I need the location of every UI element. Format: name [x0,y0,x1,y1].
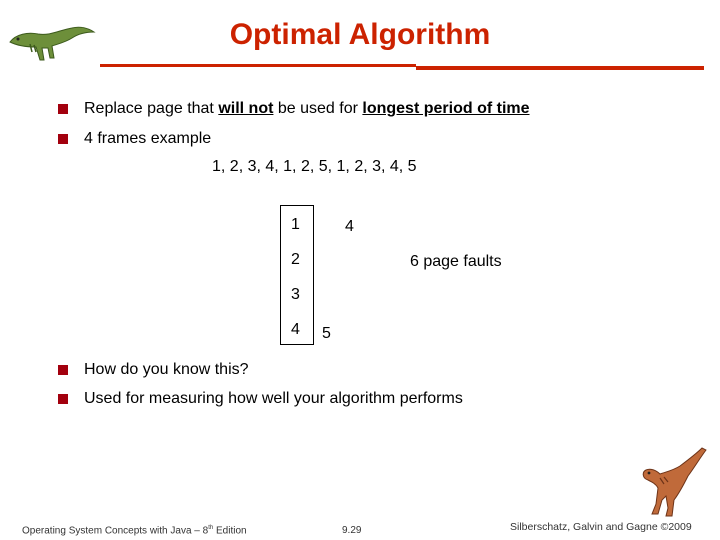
title-rule-right [416,66,704,70]
bullet-text: How do you know this? [84,361,249,378]
bullet-text: Replace page that will not be used for longest period of time [84,100,530,117]
frame-table [280,205,314,345]
bullet-square-icon [58,394,68,404]
footer-authors: Silberschatz, Galvin and Gagne ©2009 [510,521,692,533]
bullet-square-icon [58,134,68,144]
bullet-square-icon [58,365,68,375]
title-rule-left [100,64,416,67]
bullet-text: Used for measuring how well your algorithm performs [84,390,463,407]
page-faults-label: 6 page faults [410,253,502,270]
frame-cell-3: 3 [291,286,300,303]
replacement-frame4: 5 [322,325,331,342]
footer-page-number: 9.29 [342,525,362,536]
bullet-square-icon [58,104,68,114]
bullet-text: 4 frames example [84,130,212,147]
footer-course: Operating System Concepts with Java – 8th Edition [22,525,247,537]
slide-title: Optimal Algorithm [229,18,491,51]
replacement-frame1: 4 [345,218,354,235]
reference-string: 1, 2, 3, 4, 1, 2, 5, 1, 2, 3, 4, 5 [212,158,417,175]
frame-cell-4: 4 [291,321,300,338]
frame-cell-1: 1 [291,216,300,233]
dinosaur-mascot-icon [632,444,712,520]
frame-cell-2: 2 [291,251,300,268]
